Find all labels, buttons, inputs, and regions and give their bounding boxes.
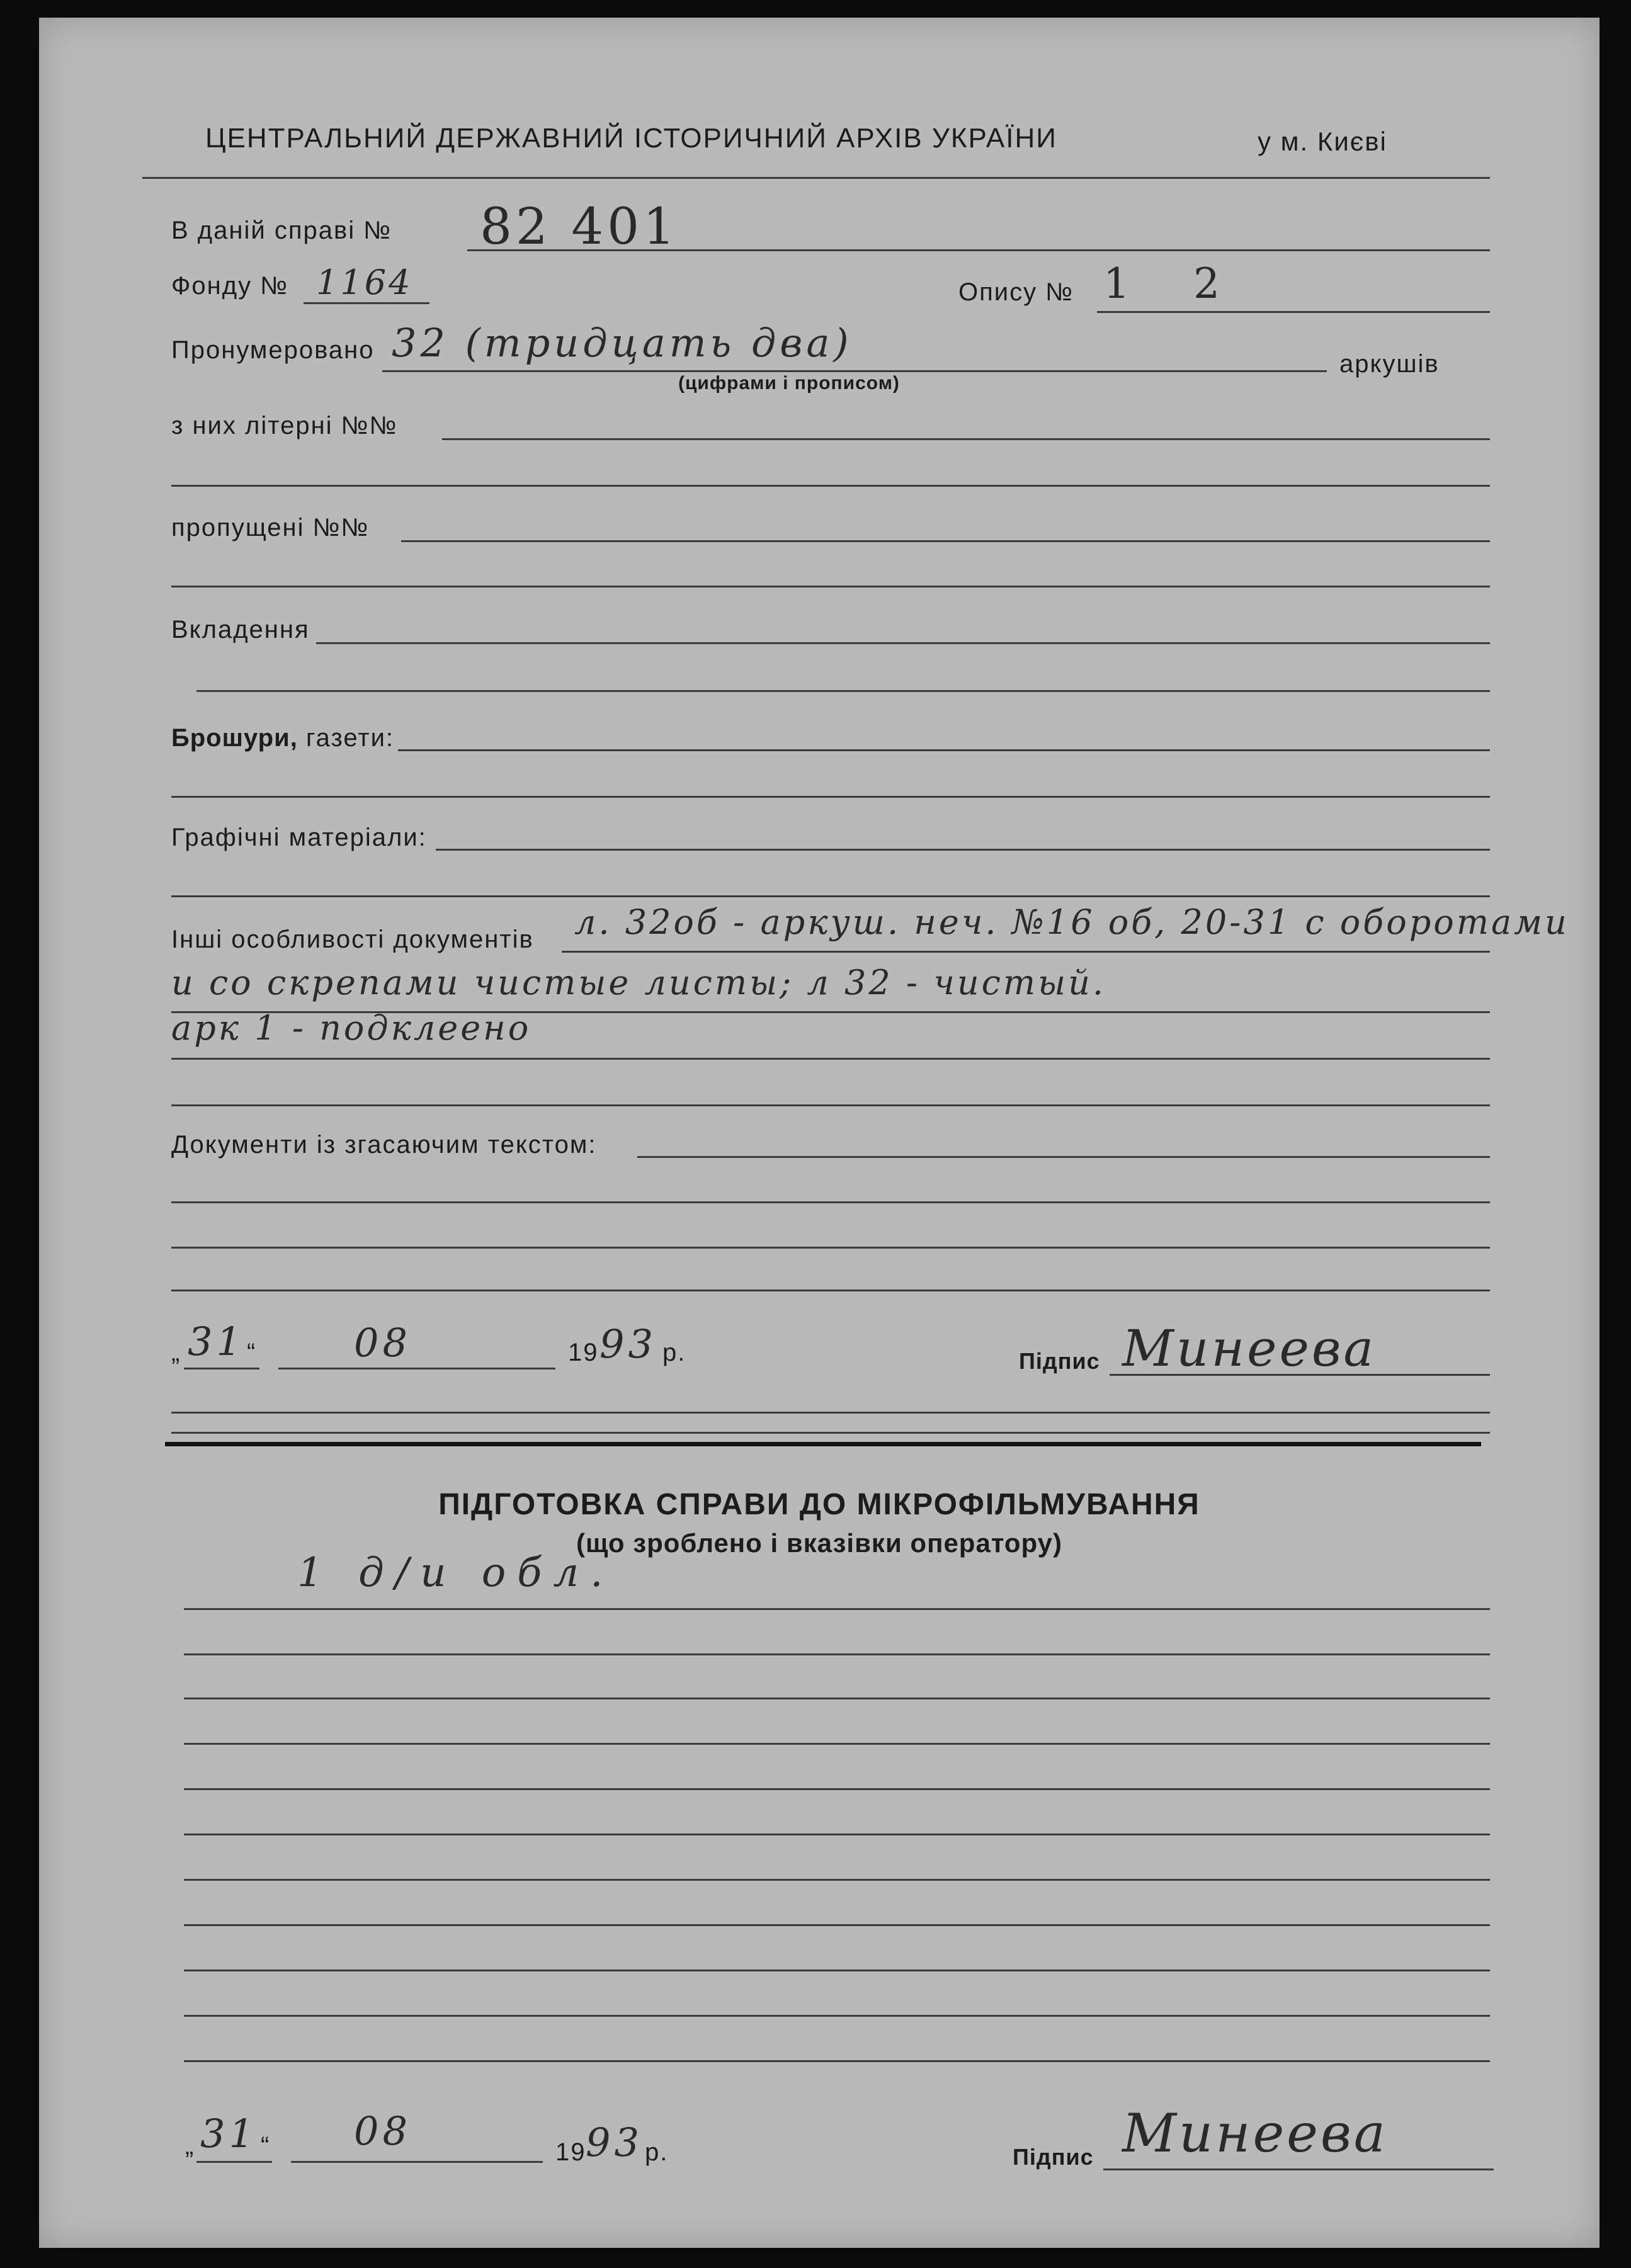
mf-date-open-quote: „ bbox=[185, 2132, 195, 2160]
fond-label: Фонду № bbox=[171, 272, 289, 300]
bottom-line-1 bbox=[171, 1412, 1490, 1414]
mf-date-month-line bbox=[291, 2161, 543, 2163]
opys-label: Опису № bbox=[958, 278, 1074, 306]
date-day-line bbox=[184, 1368, 259, 1369]
graphics-line-2 bbox=[171, 895, 1490, 897]
other-line-2: и со скрепами чистые листы; л 32 - чистый. bbox=[171, 963, 1106, 1002]
date-month-line bbox=[278, 1368, 555, 1369]
mf-date-day: 31 bbox=[200, 2111, 258, 2157]
numbered-label: Пронумеровано bbox=[171, 336, 375, 364]
microfilm-line-11 bbox=[184, 2060, 1490, 2062]
skipped-line-2 bbox=[171, 586, 1490, 587]
brochures-line-2 bbox=[171, 796, 1490, 798]
brochures-label-bold: Брошури, bbox=[171, 724, 298, 752]
microfilm-line-9 bbox=[184, 1970, 1490, 1971]
microfilm-line-5 bbox=[184, 1788, 1490, 1790]
section-divider bbox=[165, 1442, 1481, 1446]
numbered-line bbox=[382, 370, 1327, 372]
enclosures-line-2 bbox=[196, 690, 1490, 692]
opys-line bbox=[1097, 311, 1490, 313]
mf-date-year-suffix: 93 bbox=[586, 2119, 643, 2165]
archive-name: ЦЕНТРАЛЬНИЙ ДЕРЖАВНИЙ ІСТОРИЧНИЙ АРХІВ УКРАЇНИ bbox=[205, 123, 1057, 154]
header-rule bbox=[142, 177, 1490, 179]
date-r: р. bbox=[662, 1339, 686, 1366]
microfilm-line-1 bbox=[184, 1608, 1490, 1610]
graphics-label: Графічні матеріали: bbox=[171, 824, 427, 851]
fading-line-2 bbox=[171, 1201, 1490, 1203]
enclosures-label: Вкладення bbox=[171, 616, 310, 644]
letter-numbers-line-2 bbox=[171, 485, 1490, 487]
document-sheet bbox=[39, 18, 1600, 2248]
bottom-line-2 bbox=[171, 1432, 1490, 1434]
archive-city: у м. Києві bbox=[1258, 127, 1387, 156]
skipped-line bbox=[401, 540, 1490, 542]
mf-signature-line bbox=[1103, 2169, 1494, 2170]
fading-line-3 bbox=[171, 1247, 1490, 1249]
microfilm-line-3 bbox=[184, 1698, 1490, 1699]
opys-value: 1 2 bbox=[1103, 259, 1245, 308]
mf-date-r: р. bbox=[645, 2138, 669, 2166]
case-number-label: В даній справі № bbox=[171, 217, 392, 244]
brochures-label bbox=[171, 725, 394, 751]
microfilm-line-6 bbox=[184, 1834, 1490, 1835]
numbered-hint: (цифрами і прописом) bbox=[678, 373, 900, 394]
date-open-quote: „ bbox=[171, 1339, 181, 1366]
other-line-rule-3 bbox=[171, 1058, 1490, 1060]
graphics-line bbox=[436, 849, 1490, 851]
case-number-value: 82 401 bbox=[480, 197, 679, 256]
signature-value: Минеева bbox=[1122, 1319, 1377, 1378]
skipped-label: пропущені №№ bbox=[171, 514, 370, 541]
fading-label: Документи із згасаючим текстом: bbox=[171, 1131, 597, 1159]
mf-date-year-prefix: 19 bbox=[555, 2138, 586, 2166]
mf-date-close-quote: “ bbox=[261, 2132, 271, 2160]
letter-numbers-label: з них літерні №№ bbox=[171, 412, 398, 439]
date-year-suffix: 93 bbox=[600, 1321, 657, 1367]
date-month: 08 bbox=[354, 1320, 411, 1366]
date-day: 31 bbox=[188, 1318, 245, 1364]
microfilm-subtitle: (що зроблено і вказівки оператору) bbox=[576, 1528, 1062, 1558]
microfilm-line-7 bbox=[184, 1879, 1490, 1881]
signature-line bbox=[1110, 1374, 1490, 1376]
date-close-quote: “ bbox=[247, 1339, 257, 1366]
brochures-label-rest: газети: bbox=[305, 724, 395, 752]
other-line-1: л. 32об - аркуш. неч. №16 об, 20-31 с оборотами bbox=[574, 902, 1569, 942]
archive-title bbox=[205, 125, 1057, 152]
fading-line-4 bbox=[171, 1290, 1490, 1291]
mf-signature-label: Підпис bbox=[1013, 2144, 1094, 2170]
mf-signature-value: Минеева bbox=[1122, 2102, 1388, 2164]
other-label: Інші особливості документів bbox=[171, 926, 534, 953]
microfilm-title: ПІДГОТОВКА СПРАВИ ДО МІКРОФІЛЬМУВАННЯ bbox=[438, 1488, 1200, 1521]
other-line-rule-4 bbox=[171, 1104, 1490, 1106]
signature-label: Підпис bbox=[1019, 1348, 1100, 1374]
microfilm-line-10 bbox=[184, 2015, 1490, 2017]
microfilm-line-2 bbox=[184, 1653, 1490, 1655]
other-line-rule-1 bbox=[562, 951, 1490, 953]
date-year-prefix: 19 bbox=[568, 1339, 599, 1366]
letter-numbers-line bbox=[442, 438, 1490, 440]
sheets-label: аркушів bbox=[1339, 350, 1440, 378]
enclosures-line bbox=[316, 642, 1490, 644]
mf-date-month: 08 bbox=[354, 2108, 411, 2154]
fond-line bbox=[304, 302, 429, 304]
brochures-line bbox=[398, 749, 1490, 751]
microfilm-note: 1 д/и обл. bbox=[297, 1550, 615, 1596]
microfilm-line-8 bbox=[184, 1924, 1490, 1926]
numbered-value: 32 (тридцать два) bbox=[392, 320, 853, 366]
fading-line bbox=[637, 1156, 1490, 1158]
other-line-3: арк 1 - подклеено bbox=[171, 1008, 531, 1048]
mf-date-day-line bbox=[196, 2161, 272, 2163]
microfilm-line-4 bbox=[184, 1743, 1490, 1745]
fond-value: 1164 bbox=[316, 263, 413, 302]
case-number-line bbox=[467, 249, 1490, 251]
